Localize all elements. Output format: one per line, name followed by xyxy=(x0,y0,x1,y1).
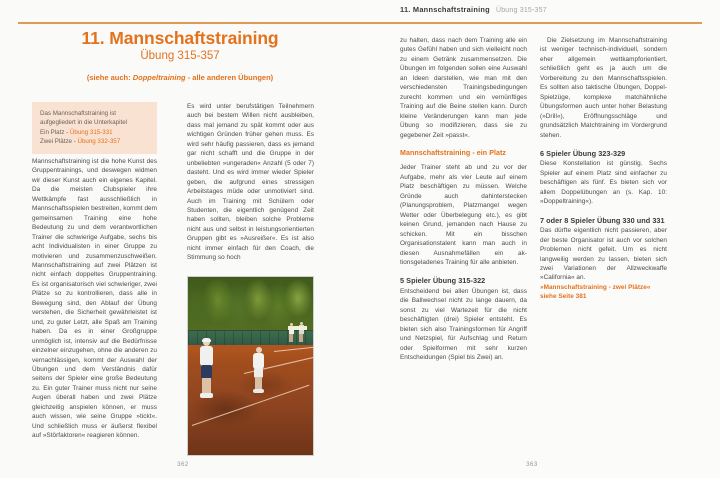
column-3-spacer-1 xyxy=(400,140,527,149)
column-4-section-2-body: Das dürfte eigentlich nicht passieren, aber der beste Organisator ist auch vor solchen Problemen nicht gefeit. Um es nicht langweilig werden zu lassen, bieten sich zwei Variationen der Allzweckwaffe »California« an. xyxy=(540,227,667,282)
see-also-note xyxy=(0,73,360,82)
photo-player-far-2-legs xyxy=(299,334,303,342)
cross-reference-link[interactable]: »Mannschaftstraining - zwei Plätze« siehe Seite 381 xyxy=(540,283,651,301)
page-right xyxy=(360,0,720,478)
see-also-italic: Doppeltraining xyxy=(132,73,186,82)
folio-left: 362 xyxy=(177,461,189,468)
column-3-section-2-body: Entscheidend bei allen Übungen ist, dass die Ballwechsel nicht zu lange dauern, da sonst zu viel Wartezeit für die nicht beschäftigten (drei) Spieler entsteht. Es bieten sich also Trainingsformen für Angriff und Netzspiel, für Aufschlag und Return oder Spielformen mit sehr kurzen Entscheidungen (Spiel bis Zwei) an. xyxy=(400,287,527,362)
column-4-spacer-1 xyxy=(540,140,667,149)
subchapter-callout xyxy=(32,102,157,154)
column-3-paragraph: zu halten, dass nach dem Training alle ein gutes Gefühl haben und sich vielleicht noch zu einem Getränk zusammensetzen. Die Übungen im folgenden sollen eine Auswahl an Ideen darstellen, wie man mit den verschiedensten Trainingsbedingungen zurecht kommen und ein vernünftiges Training auf die Beine stellen kann. Durch kleine Veränderungen kann man jede Übung so modifizieren, dass sie zu gegebener Zeit »passt«. xyxy=(400,37,527,139)
subhead-5-spieler: 5 Spieler Übung 315-322 xyxy=(400,276,486,286)
header-rule-right xyxy=(360,22,702,24)
column-4-intro-paragraph: Die Zielsetzung im Mannschaftstraining ist weniger technisch-individuell, sondern eher allgemein wettkampforientiert, schließlich geht es ja auch um die Vorbereitung zu den Mannschaftsspielen. Es sollten also taktische Übungen, Doppel-Spielzüge, komplexe matchähnliche Übungsformen auch unter hoher Belastung (»Drill«), Eröffnungsschläge und grundsätzlich Matchtraining im Vordergrund stehen. xyxy=(540,37,667,139)
chapter-subtitle: Übung 315-357 xyxy=(140,50,220,62)
photo-player-cap xyxy=(202,338,211,342)
callout-line-2-label: Ein Platz - xyxy=(40,128,70,136)
subhead-mannschaftstraining-ein-platz: Mannschaftstraining - ein Platz xyxy=(400,148,506,157)
running-head xyxy=(400,5,547,19)
folio-right: 363 xyxy=(526,461,538,468)
column-3-spacer-2 xyxy=(400,267,527,276)
callout-line-2-value: Übung 315-331 xyxy=(69,128,113,136)
header-rule-left xyxy=(18,22,360,24)
column-4 xyxy=(540,36,667,302)
photo-player-foreground xyxy=(199,339,217,401)
photo-player-legs xyxy=(202,378,211,394)
photo-fence-sign xyxy=(288,326,307,330)
callout-line-3-label: Zwei Plätze - xyxy=(40,137,78,145)
subhead-6-spieler: 6 Spieler Übung 323-329 xyxy=(540,148,626,158)
column-1 xyxy=(32,157,157,441)
photo-player-shorts xyxy=(201,365,212,379)
callout-line-3-value: Übung 332-357 xyxy=(77,137,121,145)
column-2 xyxy=(187,102,314,263)
photo-player-torso xyxy=(200,346,213,366)
see-also-prefix: (siehe auch: xyxy=(86,73,131,82)
column-3 xyxy=(400,36,527,363)
callout-line-1: Das Mannschaftstraining ist aufgegliedert in die Unterkapitel xyxy=(40,110,128,127)
running-head-chapter: 11. Mannschaftstraining xyxy=(400,5,490,14)
callout-line-2 xyxy=(40,128,149,137)
photo-player-mid-torso xyxy=(253,353,264,369)
column-4-spacer-2 xyxy=(540,207,667,216)
photo-player-far-1-legs xyxy=(289,334,293,342)
tennis-court-photo xyxy=(187,276,314,456)
chapter-title: 11. Mannschaftstraining xyxy=(81,28,279,48)
photo-player-shoes xyxy=(200,393,213,398)
column-4-section-1-body: Diese Konstellation ist günstig. Sechs Spieler auf einem Platz sind einfacher zu beschäftigen als fünf. Es bieten sich vor allem Doppelübungen an (s. Kap. 10: »Doppeltraining«). xyxy=(540,160,667,206)
column-2-paragraph: Es wird unter berufstätigen Teilnehmern auch bei bestem Willen nicht ausbleiben, dass mal jemand zu spät kommt oder aus wichtigen Gründen früher gehen muss. Es wird sehr häufig passieren, dass es jemand gar nicht schafft und die Gruppe in der unbeliebten »ungeraden« Anzahl (5 oder 7) dasteht. Und es wird immer wieder Spieler geben, die aufgrund eines stressigen Arbeitstages müde oder unmotiviert sind. Auch im Training mit Schülern oder Studenten, die eigentlich genügend Zeit haben sollten, bleiben solche Probleme nicht aus und selbst in leistungsorientierten Gruppen gibt es »Ausreißer«. Es ist also nicht immer einfach für den Coach, die Stimmung so hoch xyxy=(187,103,314,262)
subhead-7-oder-8-spieler: 7 oder 8 Spieler Übung 330 und 331 xyxy=(540,215,665,225)
see-also-suffix: - alle anderen Übungen) xyxy=(187,73,274,82)
running-head-exercise-range: Übung 315-357 xyxy=(495,7,547,14)
photo-player-mid xyxy=(252,347,267,395)
callout-line-3 xyxy=(40,137,149,146)
photo-player-mid-shoes xyxy=(253,389,264,393)
column-1-paragraph: Mannschaftstraining ist die hohe Kunst des Gruppentrainings, und deswegen widmen wir dieser Kunst auch ein eigenes Kapitel. Da die meisten Clubspieler ihre Wettkämpfe fast ausschließlich in Mannschaftsspielen bestreiten, kommt dem gemeinsamen Training eine hohe Bedeutung zu und dem verantwortlichen Trainer die schwierige Aufgabe, sechs bis acht Individualisten in einer Gruppe zu motivieren und zusammenzuschweißen. Mannschaftstraining auf zwei Plätzen ist nicht einfach doppeltes Gruppentraining. Es ist organisatorisch viel schwieriger, zwei Plätze so zu kontrollieren, dass alle in Bewegung sind, den Ablauf der Übung verstehen, die Sicherheit gewährleistet ist und, zu guter Letzt, alle Spaß am Training haben. Da es in einer Großgruppe unmöglich ist, intensiv auf die Bedürfnisse einzelner einzugehen, ohne die anderen zu vernachlässigen, kommt der Auswahl der Übungen und dem Verständnis dafür seitens der Spieler eine große Bedeutung zu. Ein guter Trainer muss nicht nur seine Augen überall haben und zwei Plätze gleichzeitig anspielen können, er muss auch wissen, wie seine Gruppe »tickt«. Und schließlich muss er äußerst flexibel auf »Störfaktoren« reagieren können. xyxy=(32,158,157,440)
column-3-section-1-body: Jeder Trainer steht ab und zu vor der Aufgabe, mehr als vier Leute auf einem Platz beschäftigen zu müssen. Welche Gründe auch dahinterstecken (Planungsproblem, Platzmangel wegen Wetter oder Überbelegung etc.), es gibt keinen Grund, jemanden nach Hause zu schicken. Mit ein bisschen Organisationstalent kann man auch in diesen Ausnahmefällen ein ak-tionsgeladenes Training für alle anbieten. xyxy=(400,164,527,266)
